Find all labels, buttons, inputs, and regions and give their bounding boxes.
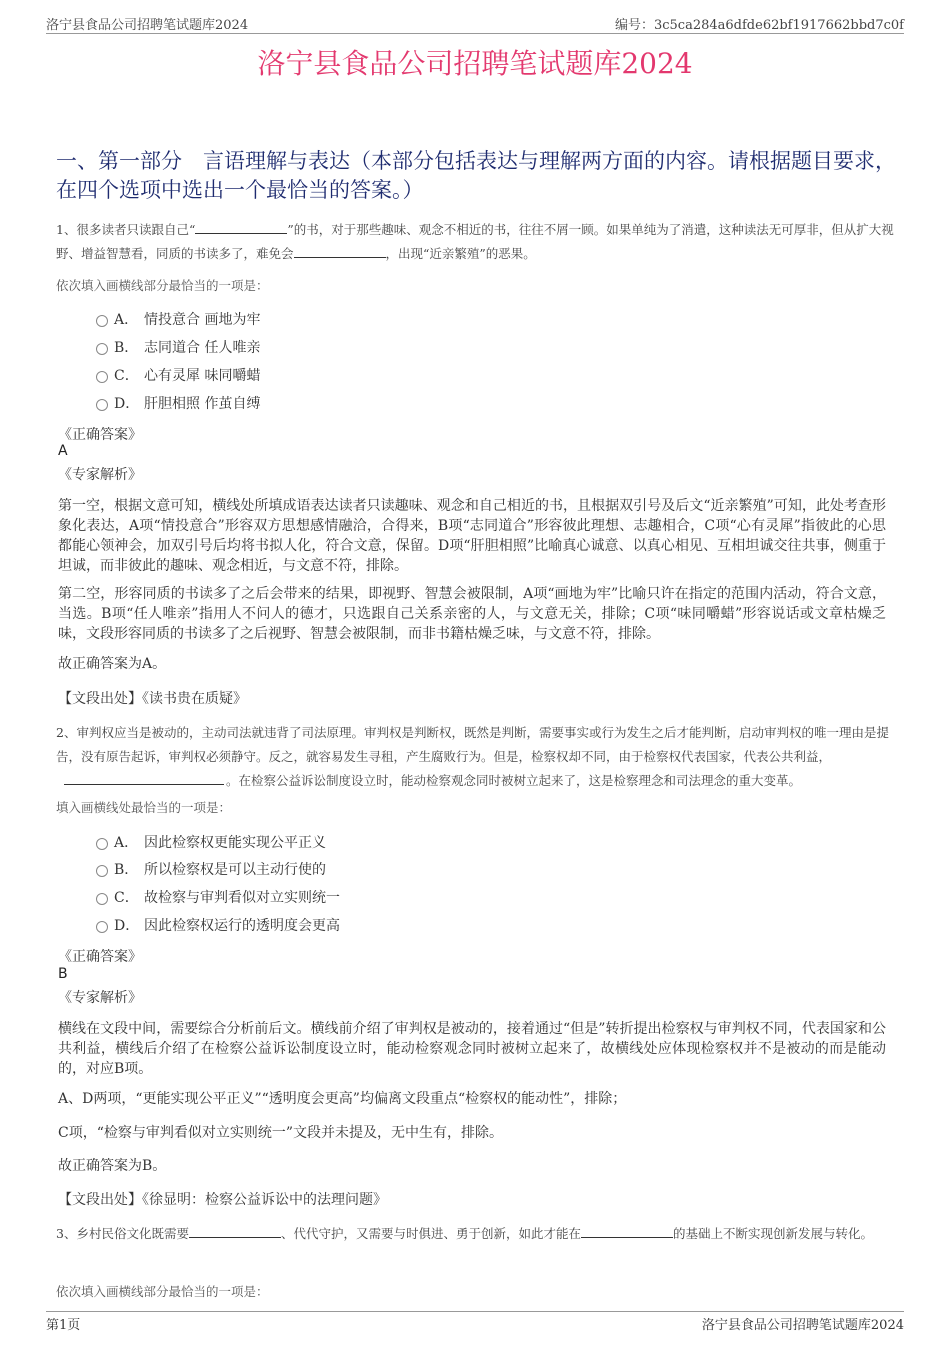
header-doc-id: 编号：3c5ca284a6dfde62bf1917662bbd7c0f bbox=[614, 18, 904, 33]
blank-2 bbox=[294, 245, 386, 258]
radio-icon[interactable] bbox=[96, 399, 108, 411]
option-b[interactable]: B． 所以检察权是可以主动行使的 bbox=[96, 860, 326, 880]
radio-icon[interactable] bbox=[96, 315, 108, 327]
blank-1 bbox=[64, 772, 224, 785]
source-citation: 【文段出处】《读书贵在质疑》 bbox=[58, 691, 247, 707]
blank-2 bbox=[581, 1225, 673, 1238]
radio-icon[interactable] bbox=[96, 921, 108, 933]
source-citation: 【文段出处】《徐显明：检察公益诉讼中的法理问题》 bbox=[58, 1192, 387, 1208]
blank-1 bbox=[189, 1225, 281, 1238]
analysis-label: 《专家解析》 bbox=[58, 990, 142, 1006]
analysis-paragraph: 第一空，根据文意可知，横线处所填成语表达读者只读趣味、观念和自己相近的书，且根据双引号及后文“近亲繁殖”可知，此处考查形象化表达，A项“情投意合”形容双方思想感情融洽，合得来，B项“志同道合”形容彼此理想、志趣相合，C项“心有灵犀”指彼此的心思都能心领神会，加双引号后均将书拟人化，符合文意，保留。D项“肝胆相照”比喻真心诚意、以真心相见、互相坦诚交往共事，侧重于坦诚，而非彼此的趣味、观念相近，与文意不符，排除。 bbox=[58, 498, 886, 574]
answer-value: A bbox=[58, 443, 68, 459]
answer-label: 《正确答案》 bbox=[58, 427, 142, 443]
answer-label: 《正确答案》 bbox=[58, 949, 142, 965]
option-a[interactable]: A． 因此检察权更能实现公平正义 bbox=[96, 833, 326, 853]
question-2-prompt: 填入画横线处最恰当的一项是： bbox=[56, 800, 232, 815]
header-divider bbox=[46, 33, 904, 34]
question-2-text: 2、审判权应当是被动的，主动司法就违背了司法原理。审判权是判断权，既然是判断，需要事实或行为发生之后才能判断，启动审判权的唯一理由是提告，没有原告起诉，审判权必须静守。反之，就容易发生寻租，产生腐败行为。但是，检察权却不同，由于检察权代表国家，代表公共利益，。在检察公益诉讼制度设立时，能动检察观念同时被树立起来了，这是检察理念和司法理念的重大变革。 bbox=[56, 725, 889, 788]
question-1-text: 1、很多读者只读跟自己“ ”的书，对于那些趣味、观念不相近的书，往往不屑一顾。如果单纯为了消遣，这种读法无可厚非，但从扩大视野、增益智慧看，同质的书读多了，难免会 ，出现“近亲繁殖”的恶果。 bbox=[56, 222, 894, 261]
analysis-paragraph: C项，“检察与审判看似对立实则统一”文段并未提及，无中生有，排除。 bbox=[58, 1125, 504, 1141]
question-3-prompt: 依次填入画横线部分最恰当的一项是： bbox=[56, 1284, 269, 1299]
option-c[interactable]: C． 故检察与审判看似对立实则统一 bbox=[96, 888, 340, 908]
header-left-title: 洛宁县食品公司招聘笔试题库2024 bbox=[46, 18, 249, 33]
question-1-prompt: 依次填入画横线部分最恰当的一项是： bbox=[56, 278, 269, 293]
radio-icon[interactable] bbox=[96, 838, 108, 850]
radio-icon[interactable] bbox=[96, 865, 108, 877]
analysis-paragraph: 第二空，形容同质的书读多了之后会带来的结果，即视野、智慧会被限制，A项“画地为牢”比喻只许在指定的范围内活动，符合文意，当选。B项“任人唯亲”指用人不问人的德才，只选跟自己关系亲密的人，与文意无关，排除；C项“味同嚼蜡”形容说话或文章枯燥乏味，文段形容同质的书读多了之后视野、智慧会被限制，而非书籍枯燥乏味，与文意不符，排除。 bbox=[58, 586, 886, 642]
footer-divider bbox=[46, 1311, 904, 1312]
page-number: 第1页 bbox=[46, 1318, 81, 1333]
option-a[interactable]: A． 情投意合 画地为牢 bbox=[96, 310, 260, 330]
option-d[interactable]: D． 肝胆相照 作茧自缚 bbox=[96, 394, 260, 414]
question-3-text: 3、乡村民俗文化既需要 、代代守护，又需要与时俱进、勇于创新，如此才能在 的基础上不断实现创新发展与转化。 bbox=[56, 1226, 873, 1241]
page-title: 洛宁县食品公司招聘笔试题库2024 bbox=[257, 47, 693, 80]
analysis-conclusion: 故正确答案为B。 bbox=[58, 1158, 167, 1174]
analysis-conclusion: 故正确答案为A。 bbox=[58, 656, 167, 672]
radio-icon[interactable] bbox=[96, 343, 108, 355]
answer-value: B bbox=[58, 966, 68, 982]
option-d[interactable]: D． 因此检察权运行的透明度会更高 bbox=[96, 916, 340, 936]
section-heading: 一、第一部分 言语理解与表达（本部分包括表达与理解两方面的内容。请根据题目要求，在四个选项中选出一个最恰当的答案。） bbox=[56, 149, 896, 202]
radio-icon[interactable] bbox=[96, 893, 108, 905]
option-b[interactable]: B． 志同道合 任人唯亲 bbox=[96, 338, 260, 358]
radio-icon[interactable] bbox=[96, 371, 108, 383]
footer-title: 洛宁县食品公司招聘笔试题库2024 bbox=[701, 1318, 904, 1333]
analysis-label: 《专家解析》 bbox=[58, 467, 142, 483]
analysis-paragraph: A、D两项，“更能实现公平正义”“透明度会更高”均偏离文段重点“检察权的能动性”，排除； bbox=[58, 1091, 627, 1107]
option-c[interactable]: C． 心有灵犀 味同嚼蜡 bbox=[96, 366, 260, 386]
analysis-paragraph: 横线在文段中间，需要综合分析前后文。横线前介绍了审判权是被动的，接着通过“但是”转折提出检察权与审判权不同，代表国家和公共利益，横线后介绍了在检察公益诉讼制度设立时，能动检察观念同时被树立起来了，故横线处应体现检察权并不是被动的而是能动的，对应B项。 bbox=[58, 1021, 886, 1077]
blank-1 bbox=[195, 221, 287, 234]
